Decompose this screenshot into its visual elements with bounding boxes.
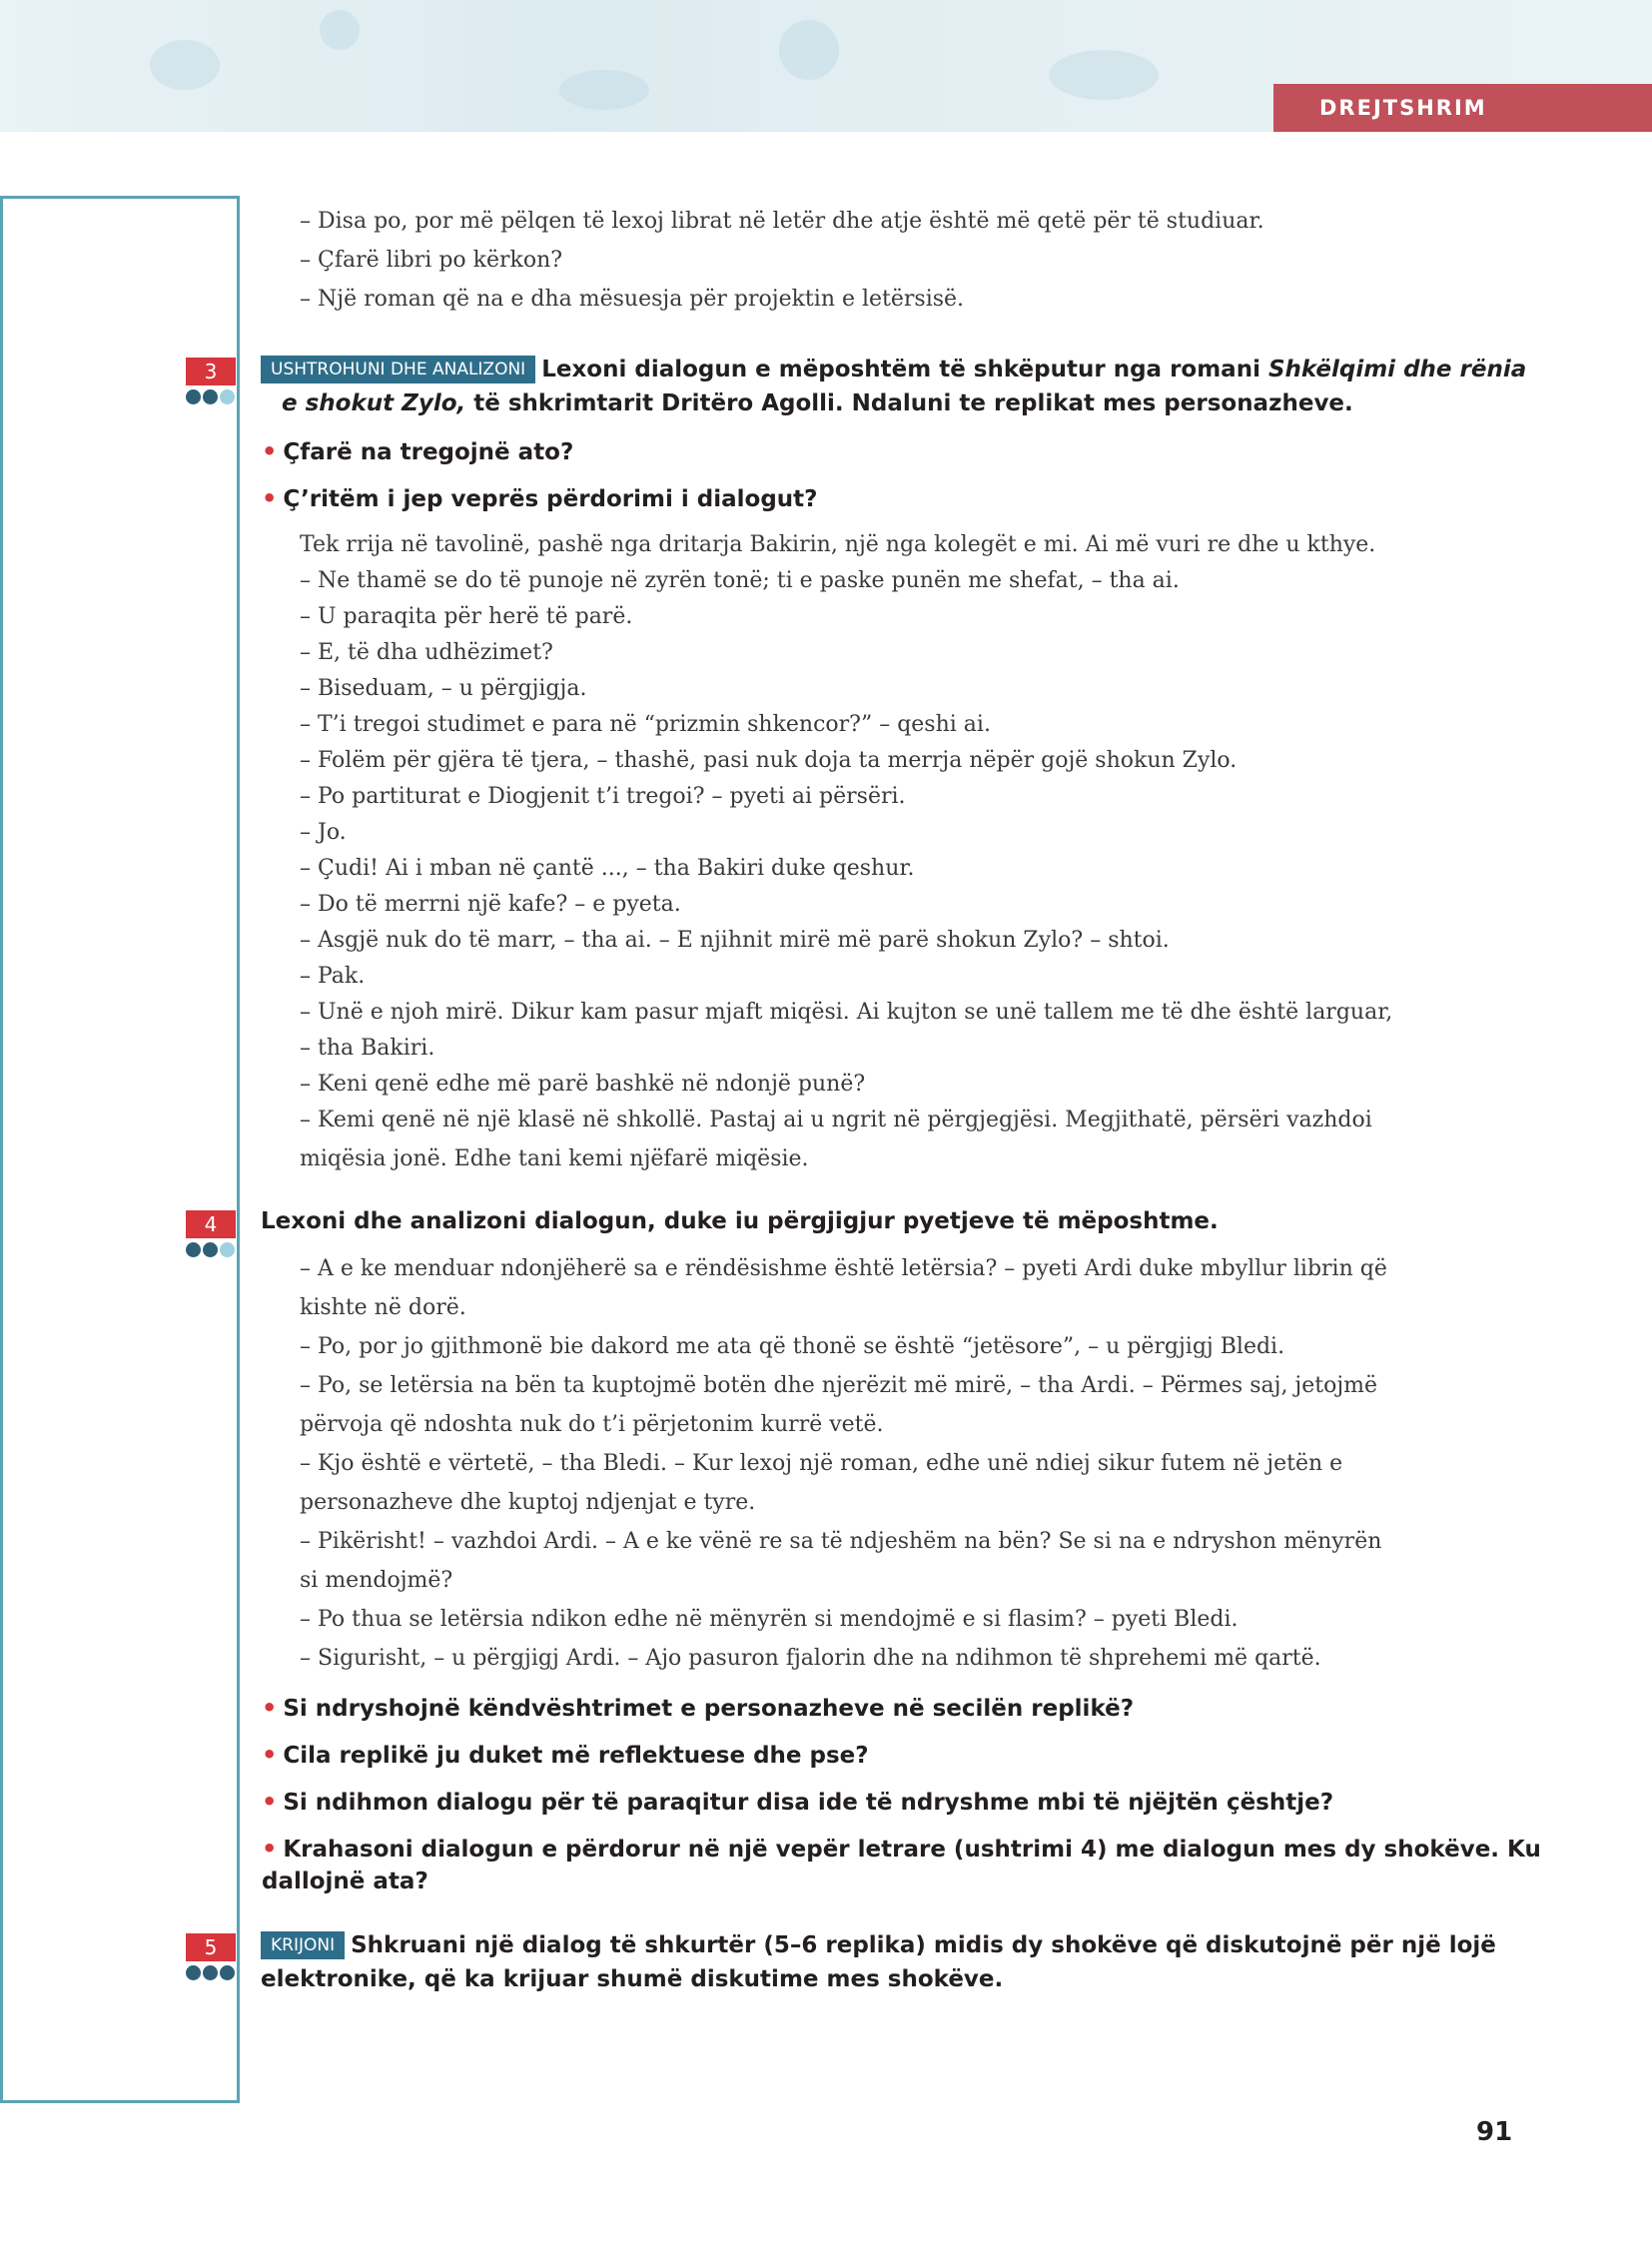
difficulty-dot	[186, 389, 201, 404]
difficulty-dot	[220, 389, 235, 404]
exercise-instruction: Lexoni dhe analizoni dialogun, duke iu përgjigjur pyetjeve të mëposhtme.	[261, 1208, 1219, 1234]
header-band	[0, 0, 1652, 132]
decorative-splash	[150, 40, 220, 90]
excerpt-line: Tek rrija në tavolinë, pashë nga dritarja Bakirin, një nga kolegët e mi. Ai më vuri re dhe u kthye.	[300, 532, 1376, 557]
bullet-icon: •	[262, 437, 278, 465]
book-title: Shkëlqimi dhe rënia	[1267, 357, 1527, 382]
dialogue-line: si mendojmë?	[300, 1568, 453, 1593]
excerpt-line: – Folëm për gjëra të tjera, – thashë, pasi nuk doja ta merrja nëpër gojë shokun Zylo.	[300, 748, 1238, 773]
exercise-tag: KRIJONI	[261, 1931, 345, 1959]
bullet-icon: •	[262, 484, 278, 512]
decorative-splash	[1049, 50, 1159, 100]
question-item: • Si ndryshojnë këndvështrimet e personazheve në secilën replikë?	[262, 1694, 1135, 1722]
exercise-instruction: e shokut Zylo, të shkrimtarit Dritëro Agolli. Ndaluni te replikat mes personazheve.	[282, 390, 1353, 416]
excerpt-line: – Do të merrni një kafe? – e pyeta.	[300, 892, 681, 917]
dialogue-line: personazheve dhe kuptoj ndjenjat e tyre.	[300, 1490, 756, 1515]
question-item-continuation: dallojnë ata?	[262, 1868, 428, 1894]
excerpt-line: – Çudi! Ai i mban në çantë ..., – tha Bakiri duke qeshur.	[300, 856, 915, 881]
dialogue-line: – Disa po, por më pëlqen të lexoj librat në letër dhe atje është më qetë për të studiuar.	[300, 209, 1264, 234]
excerpt-line: – Ne thamë se do të punoje në zyrën tonë; ti e paske punën me shefat, – tha ai.	[300, 568, 1180, 593]
margin-frame	[0, 196, 240, 2103]
excerpt-line: – U paraqita për herë të parë.	[300, 604, 633, 629]
bullet-icon: •	[262, 1835, 278, 1863]
dialogue-line: – Po thua se letërsia ndikon edhe në mënyrën si mendojmë e si flasim? – pyeti Bledi.	[300, 1607, 1239, 1632]
page-number: 91	[1476, 2117, 1513, 2147]
exercise-tag: USHTROHUNI DHE ANALIZONI	[261, 356, 535, 383]
dialogue-line: – Kjo është e vërtetë, – tha Bledi. – Kur lexoj një roman, edhe unë ndiej sikur futem në jetën e	[300, 1451, 1343, 1476]
excerpt-line: – Unë e njoh mirë. Dikur kam pasur mjaft miqësi. Ai kujton se unë tallem me të dhe është larguar,	[300, 1000, 1393, 1025]
bullet-icon: •	[262, 1788, 278, 1816]
dialogue-line: – Po, se letërsia na bën ta kuptojmë botën dhe njerëzit më mirë, – tha Ardi. – Përmes saj, jetojmë	[300, 1373, 1378, 1398]
excerpt-line: – Jo.	[300, 820, 347, 845]
dialogue-line: – Po, por jo gjithmonë bie dakord me ata që thonë se është “jetësore”, – u përgjigj Bledi.	[300, 1334, 1285, 1359]
exercise-number: 5	[186, 1933, 236, 1961]
excerpt-line: miqësia jonë. Edhe tani kemi njëfarë miqësie.	[300, 1146, 809, 1171]
bullet-icon: •	[262, 1694, 278, 1722]
decorative-splash	[320, 10, 360, 50]
excerpt-line: – Pak.	[300, 964, 366, 989]
excerpt-line: – Kemi qenë në një klasë në shkollë. Pastaj ai u ngrit në përgjegjësi. Megjithatë, përsëri vazhdoi	[300, 1108, 1372, 1132]
dialogue-line: – Pikërisht! – vazhdoi Ardi. – A e ke vënë re sa të ndjeshëm na bën? Se si na e ndryshon mënyrën	[300, 1529, 1382, 1554]
question-item: • Krahasoni dialogun e përdorur në një vepër letrare (ushtrimi 4) me dialogun mes dy shokëve. Ku	[262, 1835, 1541, 1863]
excerpt-line: – Keni qenë edhe më parë bashkë në ndonjë punë?	[300, 1072, 866, 1097]
dialogue-line: – Sigurisht, – u përgjigj Ardi. – Ajo pasuron fjalorin dhe na ndihmon të shprehemi më qartë.	[300, 1646, 1321, 1671]
dialogue-line: – Një roman që na e dha mësuesja për projektin e letërsisë.	[300, 287, 965, 312]
excerpt-line: – T’i tregoi studimet e para në “prizmin shkencor?” – qeshi ai.	[300, 712, 991, 737]
difficulty-dot	[203, 1965, 218, 1980]
section-label: DREJTSHRIM	[1273, 84, 1652, 132]
exercise-number: 3	[186, 358, 236, 385]
exercise-instruction: KRIJONI Shkruani një dialog të shkurtër (5–6 replika) midis dy shokëve që diskutojnë për një lojë	[261, 1931, 1496, 1959]
decorative-splash	[559, 70, 649, 110]
difficulty-dot	[186, 1965, 201, 1980]
excerpt-line: – Biseduam, – u përgjigja.	[300, 676, 587, 701]
excerpt-line: – Po partiturat e Diogjenit t’i tregoi? – pyeti ai përsëri.	[300, 784, 906, 809]
exercise-instruction: elektronike, që ka krijuar shumë diskutime mes shokëve.	[261, 1966, 1004, 1992]
dialogue-line: përvoja që ndoshta nuk do t’i përjetonim kurrë vetë.	[300, 1412, 884, 1437]
excerpt-line: – Asgjë nuk do të marr, – tha ai. – E njihnit mirë më parë shokun Zylo? – shtoi.	[300, 928, 1170, 953]
dialogue-line: – Çfarë libri po kërkon?	[300, 248, 563, 273]
difficulty-dot	[186, 1242, 201, 1257]
excerpt-line: – tha Bakiri.	[300, 1036, 435, 1061]
exercise-number: 4	[186, 1210, 236, 1238]
difficulty-dot	[203, 389, 218, 404]
difficulty-dot	[220, 1242, 235, 1257]
question-item: • Si ndihmon dialogu për të paraqitur disa ide të ndryshme mbi të njëjtën çështje?	[262, 1788, 1334, 1816]
question-item: • Cila replikë ju duket më reflektuese dhe pse?	[262, 1741, 869, 1769]
bullet-icon: •	[262, 1741, 278, 1769]
question-item: • Çfarë na tregojnë ato?	[262, 437, 574, 465]
difficulty-dot	[220, 1965, 235, 1980]
decorative-splash	[779, 20, 839, 80]
question-item: • Ç’ritëm i jep veprës përdorimi i dialogut?	[262, 484, 818, 512]
excerpt-line: – E, të dha udhëzimet?	[300, 640, 553, 665]
book-title: e shokut Zylo,	[282, 390, 466, 416]
dialogue-line: kishte në dorë.	[300, 1295, 466, 1320]
dialogue-line: – A e ke menduar ndonjëherë sa e rëndësishme është letërsia? – pyeti Ardi duke mbyllur librin që	[300, 1256, 1387, 1281]
difficulty-dot	[203, 1242, 218, 1257]
exercise-instruction: USHTROHUNI DHE ANALIZONI Lexoni dialogun e mëposhtëm të shkëputur nga romani Shkëlqimi dhe rënia	[261, 356, 1526, 383]
